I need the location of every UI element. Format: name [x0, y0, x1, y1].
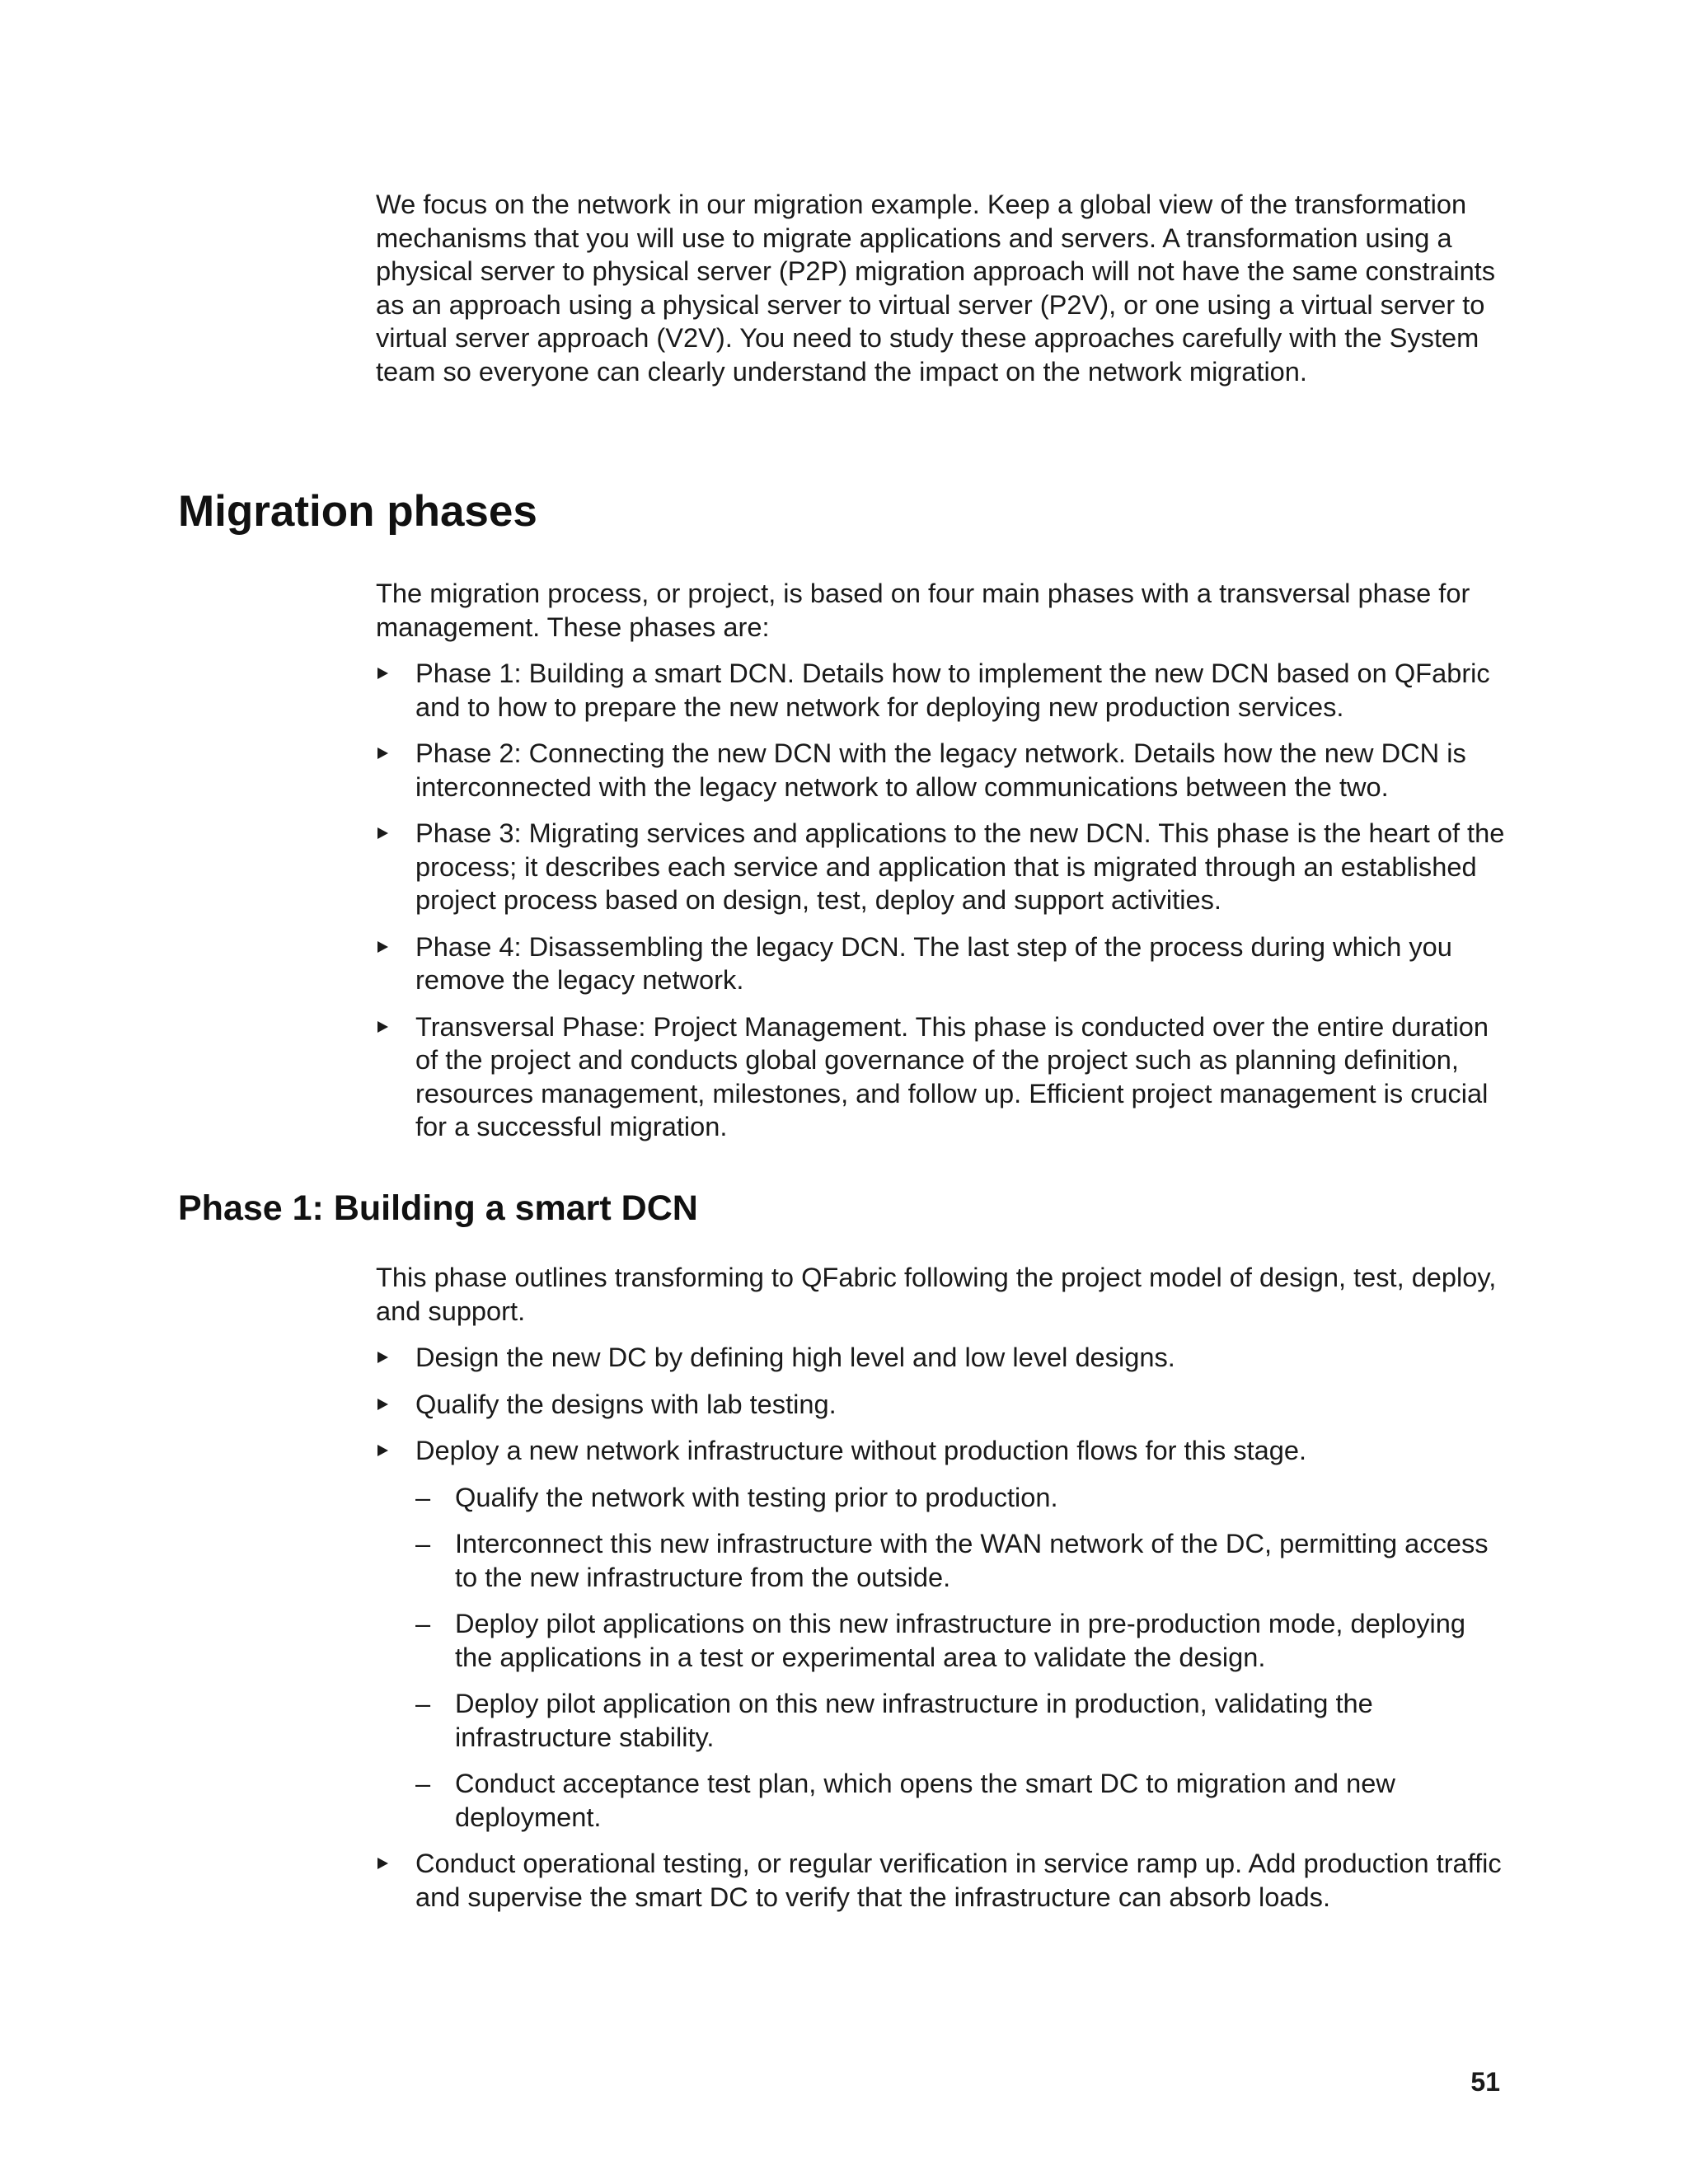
sub-list-item-text: Deploy pilot application on this new infrastructure in production, validating the infrastructure stability.: [455, 1688, 1373, 1752]
triangle-bullet-icon: [377, 1021, 388, 1033]
migration-phases-intro: The migration process, or project, is based on four main phases with a transversal phase for management. These phases are:: [376, 578, 1470, 642]
heading-phase-1: Phase 1: Building a smart DCN: [178, 1188, 698, 1228]
triangle-bullet-icon: [377, 668, 388, 679]
sub-list-item: [415, 1767, 1507, 1834]
triangle-bullet-icon: [377, 748, 388, 759]
list-item: [376, 1388, 1507, 1422]
triangle-bullet-icon: [377, 827, 388, 839]
list-item: [376, 1434, 1507, 1834]
intro-paragraph: We focus on the network in our migration example. Keep a global view of the transformation mechanisms that you will use to migrate applications and servers. A transformation using a physical server to physical server (P2P) migration approach will not have the same constraints as an approach using a physical server to virtual server (P2V), or one using a virtual server to virtual server approach (V2V). You need to study these approaches carefully with the System team so everyone can clearly understand the impact on the network migration.: [376, 189, 1496, 387]
page-number: 51: [1470, 2067, 1500, 2097]
dash-bullet: –: [415, 1528, 431, 1558]
list-item-text: Phase 2: Connecting the new DCN with the legacy network. Details how the new DCN is interconnected with the legacy network to allow communications between the two.: [415, 738, 1466, 802]
sub-list-item: [415, 1607, 1507, 1674]
list-item: [376, 1010, 1507, 1144]
list-item: [376, 1341, 1507, 1375]
phase-1-intro: This phase outlines transforming to QFabric following the project model of design, test, deploy, and support.: [376, 1262, 1497, 1326]
triangle-bullet-icon: [377, 1399, 388, 1410]
list-item: [376, 1847, 1507, 1914]
migration-phases-section: [376, 577, 1507, 1157]
sub-list-item: [415, 1527, 1507, 1594]
sub-list-item-text: Qualify the network with testing prior to production.: [455, 1481, 1058, 1512]
sub-list-item-text: Interconnect this new infrastructure with the WAN network of the DC, permitting access to the new infrastructure from the outside.: [455, 1528, 1489, 1592]
list-item: [376, 817, 1507, 917]
list-item-text: Phase 3: Migrating services and applications to the new DCN. This phase is the heart of the process; it describes each service and application that is migrated through an established project process based on design, test, deploy and support activities.: [415, 818, 1505, 915]
list-item-text: Phase 4: Disassembling the legacy DCN. The last step of the process during which you remove the legacy network.: [415, 930, 1452, 995]
triangle-bullet-icon: [377, 1445, 388, 1456]
phase-1-section: [376, 1261, 1507, 1927]
sub-list-item-text: Conduct acceptance test plan, which opens the smart DC to migration and new deployment.: [455, 1768, 1395, 1832]
list-item: [376, 930, 1507, 997]
sub-list-item-text: Deploy pilot applications on this new infrastructure in pre-production mode, deploying the applications in a test or experimental area to validate the design.: [455, 1608, 1465, 1672]
sub-list-item: [415, 1481, 1507, 1515]
list-item-text: Conduct operational testing, or regular verification in service ramp up. Add production traffic and supervise the smart DC to verify that the infrastructure can absorb loads.: [415, 1848, 1502, 1912]
list-item-text: Design the new DC by defining high level and low level designs.: [415, 1342, 1175, 1372]
list-item-text: Phase 1: Building a smart DCN. Details how to implement the new DCN based on QFabric and to how to prepare the new network for deploying new production services.: [415, 658, 1490, 722]
list-item-text: Deploy a new network infrastructure without production flows for this stage.: [415, 1435, 1307, 1465]
phase-list: [376, 657, 1507, 1144]
triangle-bullet-icon: [377, 1352, 388, 1363]
triangle-bullet-icon: [377, 1858, 388, 1869]
dash-bullet: –: [415, 1768, 431, 1798]
list-item-text: Qualify the designs with lab testing.: [415, 1388, 837, 1419]
dash-bullet: –: [415, 1688, 431, 1718]
intro-section: [376, 188, 1507, 388]
heading-migration-phases: Migration phases: [178, 487, 537, 536]
phase-1-list: [376, 1341, 1507, 1914]
list-item-text: Transversal Phase: Project Management. This phase is conducted over the entire duration of the project and conducts global governance of the project such as planning definition, resources management, milestones, and follow up. Efficient project management is crucial for a successful migration.: [415, 1010, 1489, 1141]
dash-bullet: –: [415, 1481, 431, 1512]
phase-1-sublist: [415, 1481, 1507, 1835]
dash-bullet: –: [415, 1608, 431, 1638]
list-item: [376, 737, 1507, 804]
triangle-bullet-icon: [377, 941, 388, 953]
list-item: [376, 657, 1507, 724]
sub-list-item: [415, 1687, 1507, 1754]
